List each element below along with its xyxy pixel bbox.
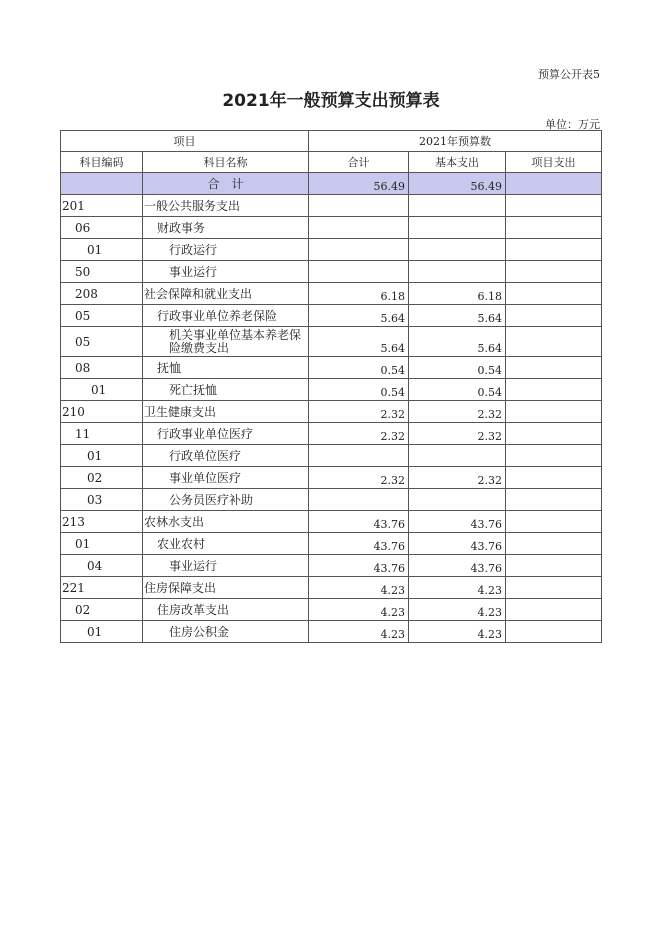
table-row (61, 305, 602, 327)
row-total: 0.54 (309, 357, 409, 379)
table-row (61, 261, 602, 283)
row-code: 201 (61, 195, 143, 217)
row-basic (409, 445, 506, 467)
row-basic (409, 261, 506, 283)
row-code: 50 (61, 261, 143, 283)
row-name: 事业运行 (143, 261, 309, 283)
row-name: 抚恤 (143, 357, 309, 379)
row-basic: 4.23 (409, 599, 506, 621)
table-row (61, 445, 602, 467)
row-project-expense (506, 195, 602, 217)
budget-table (60, 130, 602, 643)
table-row (61, 379, 602, 401)
header-row-1 (61, 131, 602, 152)
row-name: 一般公共服务支出 (143, 195, 309, 217)
row-name: 卫生健康支出 (143, 401, 309, 423)
table-row (61, 195, 602, 217)
row-code: 11 (61, 423, 143, 445)
row-code: 221 (61, 577, 143, 599)
row-project-expense (506, 555, 602, 577)
header-basic: 基本支出 (409, 152, 506, 173)
table-row (61, 423, 602, 445)
row-name: 住房改革支出 (143, 599, 309, 621)
header-code: 科目编码 (61, 152, 143, 173)
table-row (61, 577, 602, 599)
row-total: 4.23 (309, 621, 409, 643)
row-name: 住房公积金 (143, 621, 309, 643)
row-total: 6.18 (309, 283, 409, 305)
row-name: 死亡抚恤 (143, 379, 309, 401)
table-row (61, 621, 602, 643)
row-name: 行政运行 (143, 239, 309, 261)
row-project-expense (506, 261, 602, 283)
row-total: 4.23 (309, 577, 409, 599)
row-basic: 4.23 (409, 577, 506, 599)
row-name: 机关事业单位基本养老保险缴费支出 (143, 327, 309, 357)
table-row (61, 327, 602, 357)
row-total (309, 445, 409, 467)
row-name: 公务员医疗补助 (143, 489, 309, 511)
row-project-expense (506, 357, 602, 379)
row-name: 财政事务 (143, 217, 309, 239)
row-name: 行政事业单位养老保险 (143, 305, 309, 327)
row-name: 事业单位医疗 (143, 467, 309, 489)
row-code: 01 (61, 445, 143, 467)
row-basic (409, 239, 506, 261)
row-total: 43.76 (309, 533, 409, 555)
row-basic: 6.18 (409, 283, 506, 305)
row-project-expense (506, 283, 602, 305)
row-project-expense (506, 327, 602, 357)
row-name: 事业运行 (143, 555, 309, 577)
row-project-expense (506, 577, 602, 599)
row-basic: 2.32 (409, 401, 506, 423)
row-project-expense (506, 423, 602, 445)
row-project-expense (506, 533, 602, 555)
row-code: 06 (61, 217, 143, 239)
header-name: 科目名称 (143, 152, 309, 173)
row-basic: 2.32 (409, 467, 506, 489)
row-basic (409, 217, 506, 239)
row-name: 行政事业单位医疗 (143, 423, 309, 445)
row-total: 43.76 (309, 511, 409, 533)
row-code: 01 (61, 533, 143, 555)
row-name: 社会保障和就业支出 (143, 283, 309, 305)
row-total: 2.32 (309, 423, 409, 445)
row-code: 08 (61, 357, 143, 379)
row-basic: 4.23 (409, 621, 506, 643)
row-basic: 5.64 (409, 305, 506, 327)
row-basic: 2.32 (409, 423, 506, 445)
row-code: 05 (61, 305, 143, 327)
row-project-expense (506, 599, 602, 621)
table-row (61, 555, 602, 577)
row-code: 03 (61, 489, 143, 511)
row-total (309, 261, 409, 283)
table-row (61, 401, 602, 423)
table-body (61, 195, 602, 643)
header-budget-group: 2021年预算数 (309, 131, 602, 152)
table-row (61, 489, 602, 511)
row-code: 02 (61, 599, 143, 621)
row-project-expense (506, 401, 602, 423)
row-project-expense (506, 379, 602, 401)
row-basic (409, 489, 506, 511)
row-project-expense (506, 239, 602, 261)
row-basic: 0.54 (409, 379, 506, 401)
page-title: 2021年一般预算支出预算表 (222, 91, 440, 111)
row-basic (409, 195, 506, 217)
table-row (61, 239, 602, 261)
header-project: 项目 (61, 131, 309, 152)
row-project-expense (506, 305, 602, 327)
row-project-expense (506, 445, 602, 467)
row-code: 01 (61, 239, 143, 261)
row-total (309, 239, 409, 261)
row-basic: 43.76 (409, 533, 506, 555)
row-project-expense (506, 467, 602, 489)
row-total (309, 217, 409, 239)
total-basic: 56.49 (409, 173, 506, 195)
table-row (61, 283, 602, 305)
row-total: 4.23 (309, 599, 409, 621)
row-code: 02 (61, 467, 143, 489)
table-row (61, 533, 602, 555)
row-code: 208 (61, 283, 143, 305)
row-name: 农林水支出 (143, 511, 309, 533)
row-total: 5.64 (309, 305, 409, 327)
row-name: 住房保障支出 (143, 577, 309, 599)
row-name: 农业农村 (143, 533, 309, 555)
total-project-expense (506, 173, 602, 195)
row-total: 43.76 (309, 555, 409, 577)
total-row (61, 173, 602, 195)
row-code: 04 (61, 555, 143, 577)
row-code: 210 (61, 401, 143, 423)
table-row (61, 511, 602, 533)
row-total: 2.32 (309, 401, 409, 423)
row-code: 213 (61, 511, 143, 533)
table-row (61, 599, 602, 621)
table-row (61, 217, 602, 239)
row-basic: 5.64 (409, 327, 506, 357)
unit-label: 单位：万元 (545, 118, 600, 131)
row-total (309, 489, 409, 511)
header-project-expense: 项目支出 (506, 152, 602, 173)
header-row-2 (61, 152, 602, 173)
row-name: 行政单位医疗 (143, 445, 309, 467)
header-total: 合计 (309, 152, 409, 173)
row-basic: 0.54 (409, 357, 506, 379)
total-total: 56.49 (309, 173, 409, 195)
row-project-expense (506, 621, 602, 643)
row-project-expense (506, 217, 602, 239)
row-code: 05 (61, 327, 143, 357)
row-total (309, 195, 409, 217)
row-project-expense (506, 489, 602, 511)
row-code: 01 (61, 621, 143, 643)
row-basic: 43.76 (409, 511, 506, 533)
row-code: 01 (61, 379, 143, 401)
document-number: 预算公开表5 (538, 68, 600, 81)
row-total: 0.54 (309, 379, 409, 401)
total-label: 合 计 (143, 173, 309, 195)
total-code-cell (61, 173, 143, 195)
row-total: 2.32 (309, 467, 409, 489)
table-row (61, 357, 602, 379)
row-basic: 43.76 (409, 555, 506, 577)
table-row (61, 467, 602, 489)
row-project-expense (506, 511, 602, 533)
row-total: 5.64 (309, 327, 409, 357)
